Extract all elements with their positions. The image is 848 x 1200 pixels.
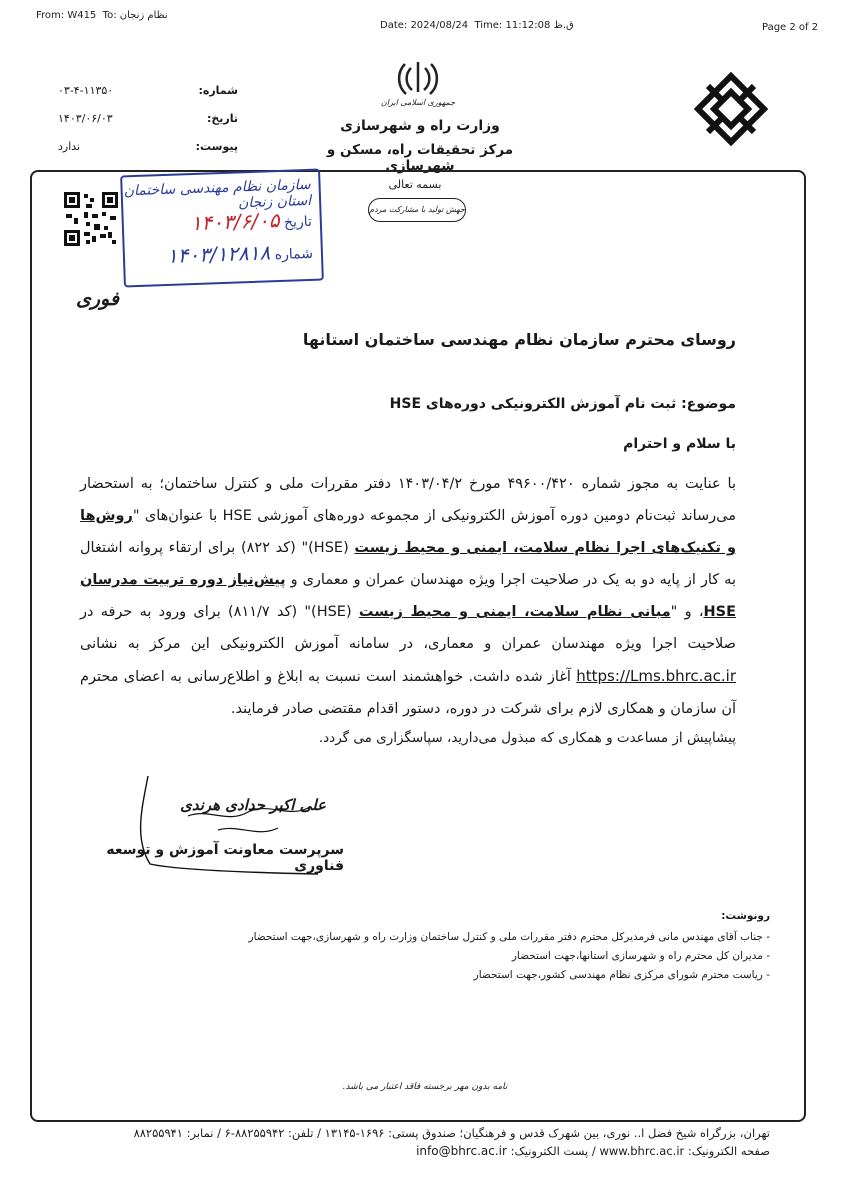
iran-emblem-icon [395,58,441,98]
ministry-name: وزارت راه و شهرسازی [340,118,500,134]
course-title-2: مبانی نظام سلامت، ایمنی و محیط زیست [358,604,671,620]
greeting: با سلام و احترام [623,436,736,452]
signatory-title: سرپرست معاونت آموزش و توسعه فناوری [106,842,344,874]
stamp-date-label: تاریخ [283,213,313,231]
cc-heading: رونوشت: [721,910,770,922]
fax-datetime: Date: 2024/08/24 Time: 11:12:08 ق.ظ [380,20,574,31]
motto-badge: جهش تولید با مشارکت مردم [368,198,466,222]
course-prerequisite: پیش‌نیاز دوره تربیت مدرسان HSE [80,572,736,620]
stamp-number-value: ۱۴۰۳/۱۲۸۱۸ [166,240,271,268]
footer-email[interactable]: info@bhrc.ac.ir [416,1144,507,1158]
closing-line: پیشاپیش از مساعدت و همکاری که مبذول می‌دارید، سپاسگزاری می گردد. [318,730,736,746]
stamp-date-row [190,207,312,235]
stamp-date-value: ۱۴۰۳/۶/۰۵ [190,207,280,236]
attachment-value: ندارد [58,140,81,153]
bismillah: بسمه تعالی [388,178,442,191]
cc-item: - مدیران کل محترم راه و شهرسازی استانها،جهت استحضار [511,950,770,962]
qr-code-icon [64,192,118,246]
urgent-label: فوری [76,288,119,310]
number-value: ۰۳-۴-۱۱۳۵۰ [58,84,114,97]
stamp-number-label: شماره [274,245,314,264]
attachment-label: پیوست: [195,140,238,153]
course-title-1: روش‌ها و تکنیک‌های اجرا نظام سلامت، ایمنی و محیط زیست [80,508,736,556]
date-value: ۱۴۰۳/۰۶/۰۳ [58,112,113,125]
number-label: شماره: [198,84,238,97]
lms-link[interactable]: https://Lms.bhrc.ac.ir [576,667,736,685]
fax-to-name: نظام زنجان [119,10,168,21]
recipient: روسای محترم سازمان نظام مهندسی ساختمان استانها [302,330,736,349]
registration-stamp [120,169,324,288]
fax-from: From: W415 To: نظام زنجان [36,10,168,21]
validity-note: نامه بدون مهر برجسته فاقد اعتبار می باشد. [342,1082,508,1092]
footer-address: تهران، بزرگراه شیخ فضل ا.. نوری، بین شهرک قدس و فرهنگیان؛ صندوق پستی: ۱۶۹۶-۱۳۱۴۵ / تلفن: ۸۸۲۵۵۹۴۲-۶ / نمابر: ۸۸۲۵۵۹۴۱ [133,1126,770,1140]
emblem-caption: جمهوری اسلامی ایران [380,98,456,107]
subject: موضوع: ثبت نام آموزش الکترونیکی دوره‌های HSE [389,396,736,412]
cc-item: - جناب آقای مهندس مانی فرمدیرکل محترم دفتر مقررات ملی و کنترل ساختمان وزارت راه و شهرسازی،جهت استحضار [248,931,770,943]
signatory-name: علی اکبر حدادی هرندی [180,796,326,814]
stamp-number-row [166,239,313,268]
fax-page: Page 2 of 2 [762,22,819,33]
date-label: تاریخ: [206,112,238,125]
cc-list [200,928,770,985]
center-name: مرکز تحقیقات راه، مسکن و شهرسازی [326,142,514,174]
bhrc-logo-icon [694,72,768,146]
body-paragraph: با عنایت به مجوز شماره ۴۹۶۰۰/۴۲۰ مورخ ۱۴۰۳/۰۴/۲ دفتر مقررات ملی و کنترل ساختمان؛ به استحضار می‌رساند ثبت‌نام دومین دوره آموزش الکترونیکی از مجموعه دوره‌های آموزشی HSE با عنوان‌های "روش‌ها و تکنیک‌های اجرا نظام سلامت، ایمنی و محیط زیست (HSE)" (کد ۸۲۲) برای ارتقاء پروانه اشتغال به کار از پایه دو به یک در صلاحیت اجرا ویژه مهندسان عمران و معماری و پیش‌نیاز دوره تربیت مدرسان HSE، و "مبانی نظام سلامت، ایمنی و محیط زیست (HSE)" (کد ۸۱۱/۷) برای ورود به حرفه در صلاحیت اجرا ویژه مهندسان عمران و معماری، در سامانه آموزش الکترونیکی این مرکز به نشانی https://Lms.bhrc.ac.ir آغاز شده داشت. خواهشمند است نسبت به ابلاغ و اطلاع‌رسانی به اعضای محترم آن سازمان و همکاری لازم برای شرکت در دوره، دستور اقدام مقتضی صادر فرمایند. [80,476,737,717]
cc-item: - ریاست محترم شورای مرکزی نظام مهندسی کشور،جهت استحضار [473,969,770,981]
stamp-org: سازمان نظام مهندسی ساختمان استان زنجان [123,176,312,212]
footer-contact [200,1144,770,1158]
footer-web: صفحه الکترونیک: www.bhrc.ac.ir / پست الکترونیک: [510,1144,770,1158]
meta-block [58,84,238,168]
